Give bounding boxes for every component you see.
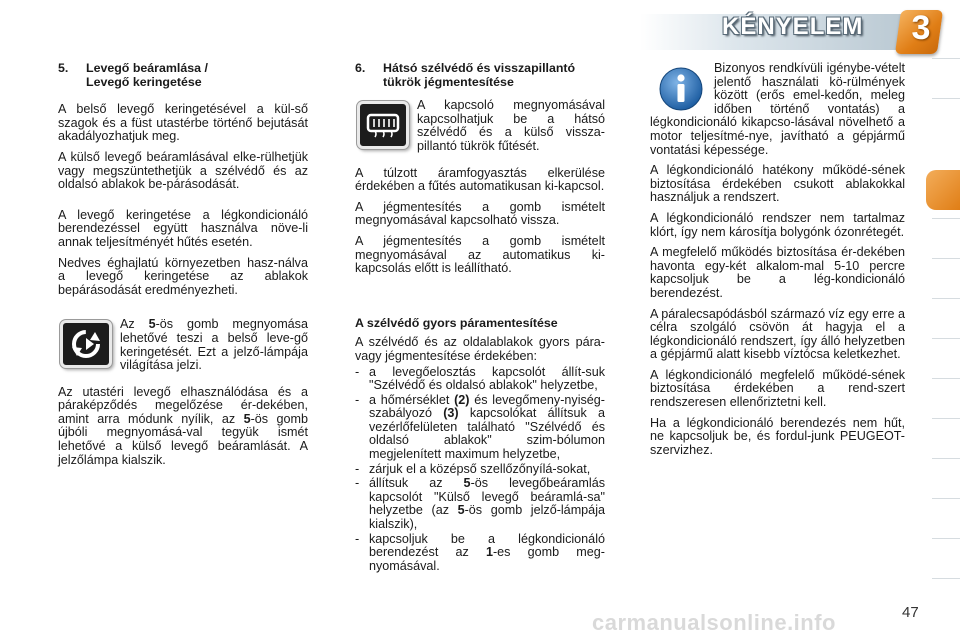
paragraph: A szélvédő és az oldalablakok gyors pára- vagy jégmentesítése érdekében:	[355, 335, 605, 363]
section-title-line: Levegő keringetése	[86, 74, 202, 89]
list-item: - a hőmérséklet (2) és levegőmeny-nyiség-szabályozó (3) kapcsolókat állítsuk a vezérlőfelületen található "Szélvédő és oldalsó ablakok" szim-bólumon megjelenített maximum helyzetbe,	[355, 392, 605, 462]
page-number: 47	[902, 604, 919, 621]
procedure-list	[355, 366, 605, 574]
paragraph: Az 5-ös gomb megnyomása lehetővé teszi a belső leve-gő keringetését. Ezt a jelző-lámpája világítása jelzi.	[120, 318, 308, 373]
side-tab[interactable]	[932, 218, 960, 252]
column-right	[650, 62, 905, 464]
paragraph: A levegő keringetése a légkondicionáló berendezéssel együtt használva növe-li annak teljesítményét hűtés esetén.	[58, 207, 308, 249]
paragraph: A belső levegő keringetésével a kül-ső szagok és a füst utastérbe történő bejutását akadályozhatjuk meg.	[58, 102, 308, 144]
side-tab[interactable]	[932, 578, 960, 612]
paragraph: Nedves éghajlatú környezetben hasz-nálva a levegő keringetése az ablakok bepárásodását eredményezheti.	[58, 255, 308, 297]
paragraph: A jégmentesítés a gomb ismételt megnyomásával kapcsolható vissza.	[355, 199, 605, 228]
list-item: - a levegőelosztás kapcsolót állít-suk "Szélvédő és oldalsó ablakok" helyzetbe,	[355, 364, 605, 393]
side-tab[interactable]	[932, 338, 960, 372]
info-note	[650, 62, 905, 164]
list-item: - kapcsoljuk be a légkondicionáló berendezést az 1-es gomb meg-nyomásával.	[355, 531, 605, 573]
list-item: - zárjuk el a középső szellőzőnyílá-sokat,	[355, 461, 591, 476]
recirculation-block	[58, 318, 308, 379]
paragraph: A légkondicionáló megfelelő működé-sének biztosítása érdekében a rend-szert rendszeresen ellenőriztetni kell.	[650, 367, 905, 410]
paragraph: A páralecsapódásból származó víz egy erre a célra szolgáló csövön át hagyja el a légkondicionáló rendszert, így álló helyzetben a gépjármű alatt kisebb víztócsa keletkezhet.	[650, 306, 905, 362]
side-tab[interactable]	[932, 58, 960, 92]
side-tab-strip	[926, 58, 960, 618]
list-item: - állítsuk az 5-ös levegőbeáramlás kapcsolót "Külső levegő beáramlá-sa" helyzetbe (az 5-ös gomb jelző-lámpája kialszik),	[355, 476, 605, 532]
side-tab[interactable]	[932, 538, 960, 572]
section-number: 5.	[58, 61, 69, 75]
section-number: 6.	[355, 61, 366, 75]
paragraph: A túlzott áramfogyasztás elkerülése érdekében a fűtés automatikusan ki-kapcsol.	[355, 165, 605, 194]
section-6-heading	[355, 62, 605, 89]
info-icon	[658, 66, 704, 112]
paragraph: A légkondicionáló hatékony működé-sének biztosítása érdekében csukott ablakokkal használjuk a rendszert.	[650, 163, 905, 205]
paragraph: A megfelelő működés biztosítása ér-dekében havonta egy-két alkalom-mal 5-10 percre kapcsoljuk be a lég-kondicionáló berendezést.	[650, 245, 905, 300]
column-left	[58, 62, 308, 474]
paragraph: A légkondicionáló rendszer nem tartalmaz klórt, így nem károsítja bolygónk ózonrétegét.	[650, 210, 905, 239]
paragraph: Bizonyos rendkívüli igénybe-vételt jelentő használati kö-rülmények között (erős emel-kedőn, meleg időben történő vontatás) a légkondicionáló kikapcso-lásával növelhető a motor teljesítmé-nye, javítható a gépjármű vontatási képessége.	[650, 62, 905, 157]
paragraph: Ha a légkondicionáló berendezés nem hűt, ne kapcsoljuk be, és fordul-junk PEUGEOT-szervizhez.	[650, 415, 905, 457]
section-5-heading	[58, 62, 308, 89]
watermark: carmanualsonline.info	[592, 610, 836, 635]
side-tab-active[interactable]	[926, 170, 960, 210]
column-middle	[355, 62, 605, 574]
recirculation-button-icon	[60, 320, 112, 368]
side-tab[interactable]	[932, 458, 960, 492]
side-tab[interactable]	[932, 378, 960, 412]
subsection-title: A szélvédő gyors páramentesítése	[355, 315, 558, 330]
side-tab[interactable]	[932, 298, 960, 332]
paragraph: A jégmentesítés a gomb ismételt megnyomásával az automatikus ki-kapcsolás előtt is leállítható.	[355, 233, 605, 276]
section-title: Hátsó szélvédő és visszapillantó tükrök jégmentesítése	[383, 61, 576, 89]
paragraph: A kapcsoló megnyomásával kapcsolhatjuk be a hátsó szélvédő és a külső vissza-pillantó tükrök fűtését.	[417, 99, 605, 153]
chapter-number: 3	[911, 9, 931, 47]
side-tab[interactable]	[932, 258, 960, 292]
defrost-block	[355, 99, 605, 160]
side-tab[interactable]	[932, 498, 960, 532]
side-tab[interactable]	[932, 418, 960, 452]
chapter-title: KÉNYELEM	[722, 13, 864, 40]
section-title-line: Levegő beáramlása /	[86, 61, 208, 75]
side-tab[interactable]	[932, 98, 960, 132]
paragraph: Az utastéri levegő elhasználódása és a páraképződés megelőzése ér-dekében, amint arra módunk nyílik, az 5-ös gomb újbóli megnyomásá-val tegyük ismét lehetővé a külső levegő beáramlását. A jelzőlámpa kialszik.	[58, 384, 309, 467]
paragraph: A külső levegő beáramlásával elke-rülhetjük vagy megszüntethetjük a szélvédő és az oldalsó ablakok be-párásodását.	[58, 149, 308, 192]
rear-defrost-button-icon	[357, 101, 409, 149]
